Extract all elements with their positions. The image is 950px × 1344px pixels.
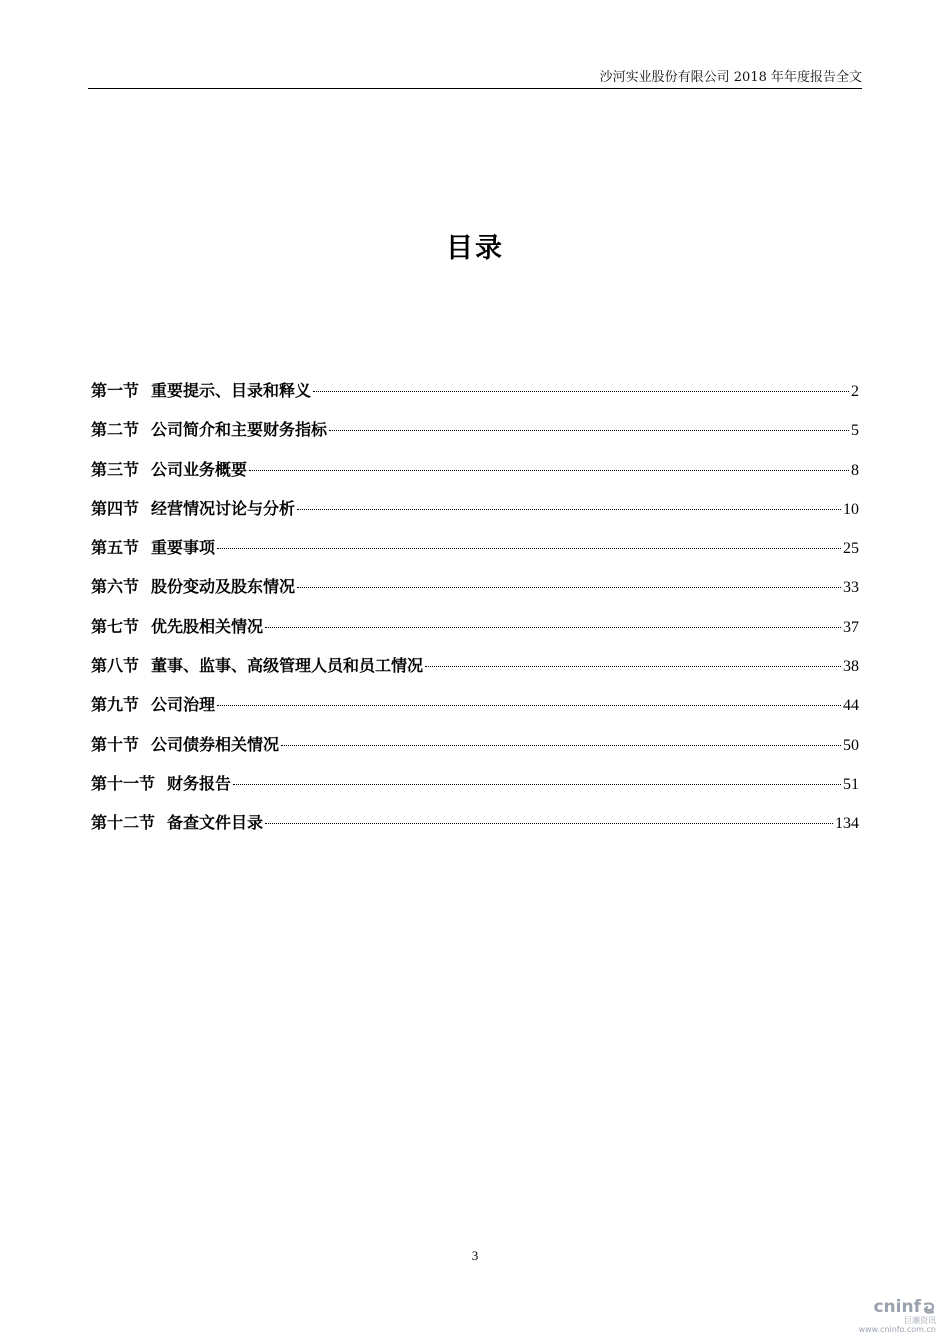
page-title: 目录 xyxy=(446,233,504,264)
toc-dot-leader xyxy=(281,745,841,746)
toc-entry[interactable] xyxy=(91,614,859,653)
toc-entry[interactable] xyxy=(91,771,859,810)
toc-entry[interactable] xyxy=(91,653,859,692)
table-of-contents xyxy=(91,378,859,850)
toc-dot-leader xyxy=(297,587,841,588)
toc-section-number: 第二节 xyxy=(91,420,140,440)
page-number: 3 xyxy=(471,1248,479,1263)
toc-section-title: 经营情况讨论与分析 xyxy=(151,498,296,518)
watermark-logo xyxy=(850,1299,936,1316)
toc-dot-leader xyxy=(217,705,841,706)
toc-page-number: 25 xyxy=(843,540,859,558)
toc-entry[interactable] xyxy=(91,496,859,535)
toc-section-number: 第五节 xyxy=(91,538,140,558)
toc-page-number: 10 xyxy=(843,500,859,518)
toc-section-number: 第四节 xyxy=(91,498,140,518)
toc-entry[interactable] xyxy=(91,732,859,771)
toc-dot-leader xyxy=(329,430,849,431)
toc-page-number: 5 xyxy=(851,422,859,440)
toc-section-title: 重要事项 xyxy=(151,538,216,558)
toc-entry[interactable] xyxy=(91,810,859,849)
toc-dot-leader xyxy=(425,666,841,667)
toc-section-number: 第十二节 xyxy=(91,813,156,833)
running-header: 沙河实业股份有限公司 2018 年年度报告全文 xyxy=(599,70,862,85)
toc-entry[interactable] xyxy=(91,535,859,574)
toc-page-number: 51 xyxy=(843,775,859,793)
toc-section-number: 第十一节 xyxy=(91,773,156,793)
toc-page-number: 33 xyxy=(843,579,859,597)
toc-page-number: 134 xyxy=(835,815,859,833)
toc-entry[interactable] xyxy=(91,417,859,456)
toc-section-title: 公司业务概要 xyxy=(151,459,248,479)
toc-section-title: 股份变动及股东情况 xyxy=(151,577,296,597)
toc-section-title: 公司债券相关情况 xyxy=(151,734,280,754)
toc-entry[interactable] xyxy=(91,457,859,496)
toc-dot-leader xyxy=(217,548,841,549)
toc-section-number: 第七节 xyxy=(91,616,140,636)
toc-dot-leader xyxy=(233,784,841,785)
toc-section-title: 董事、监事、高级管理人员和员工情况 xyxy=(151,656,424,676)
watermark-url: www.cninfo.com.cn xyxy=(858,1325,936,1334)
toc-section-number: 第一节 xyxy=(91,381,140,400)
toc-section-title: 公司治理 xyxy=(151,695,216,715)
toc-section-number: 第九节 xyxy=(91,695,140,715)
header-divider xyxy=(88,88,862,89)
swirl-icon xyxy=(922,1301,936,1315)
toc-section-number: 第六节 xyxy=(91,577,140,597)
cninfo-watermark xyxy=(850,1299,936,1334)
toc-dot-leader xyxy=(265,823,833,824)
toc-page-number: 2 xyxy=(851,383,859,400)
toc-page-number: 8 xyxy=(851,461,859,479)
toc-page-number: 50 xyxy=(843,736,859,754)
toc-entry[interactable] xyxy=(91,574,859,613)
toc-section-title: 备查文件目录 xyxy=(167,813,264,833)
watermark-brand-text: cninf xyxy=(873,1297,921,1317)
watermark-subtitle: 巨潮资讯 xyxy=(904,1316,936,1325)
toc-section-number: 第三节 xyxy=(91,459,140,479)
toc-entry[interactable] xyxy=(91,692,859,731)
toc-page-number: 37 xyxy=(843,618,859,636)
toc-section-number: 第十节 xyxy=(91,734,140,754)
toc-dot-leader xyxy=(249,470,849,471)
toc-section-title: 公司简介和主要财务指标 xyxy=(151,420,328,440)
toc-page-number: 38 xyxy=(843,658,859,676)
toc-section-title: 优先股相关情况 xyxy=(151,616,264,636)
toc-dot-leader xyxy=(297,509,841,510)
toc-section-title: 重要提示、目录和释义 xyxy=(151,381,312,400)
toc-page-number: 44 xyxy=(843,697,859,715)
toc-section-number: 第八节 xyxy=(91,656,140,676)
toc-entry[interactable] xyxy=(91,378,859,417)
toc-dot-leader xyxy=(265,627,841,628)
toc-section-title: 财务报告 xyxy=(167,773,232,793)
toc-dot-leader xyxy=(313,391,849,392)
